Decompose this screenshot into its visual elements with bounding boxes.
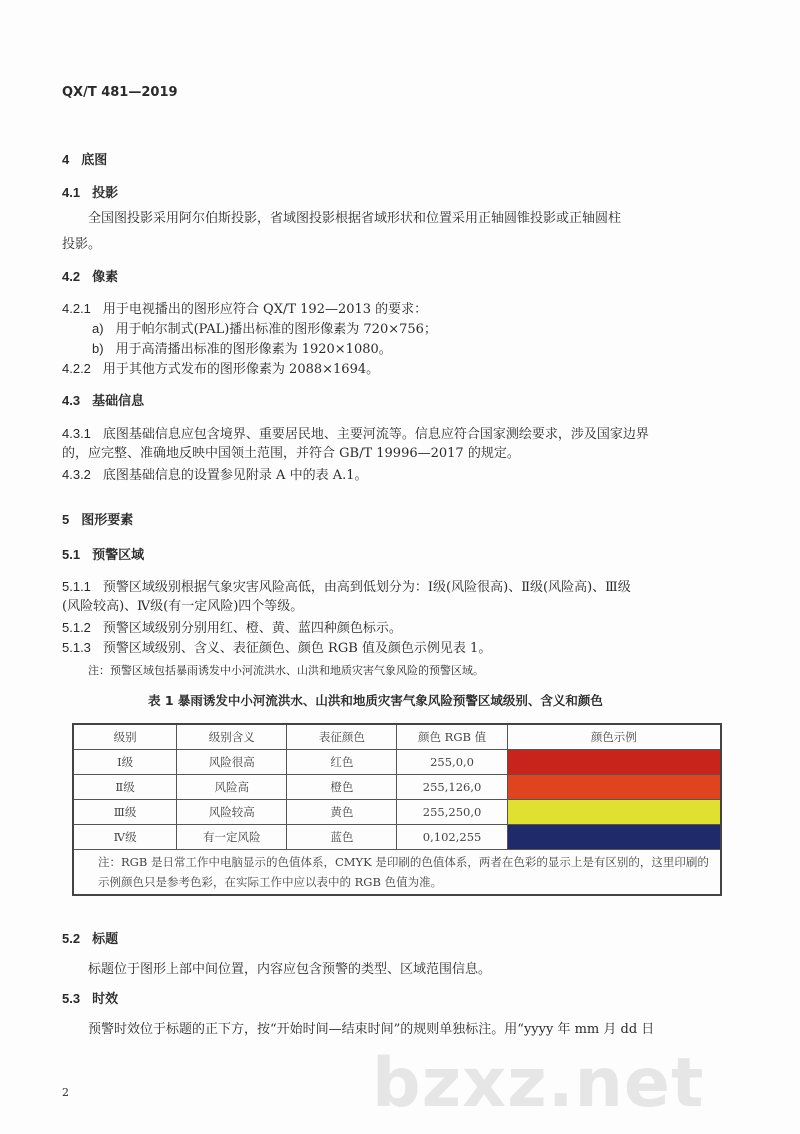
color-swatch <box>507 800 721 825</box>
table-caption: 表 1 暴雨诱发中小河流洪水、山洪和地质灾害气象风险预警区域级别、含义和颜色 <box>148 693 603 708</box>
clause-text: 底图基础信息的设置参见附录 A 中的表 A.1。 <box>102 468 368 483</box>
paragraph: 全国图投影采用阿尔伯斯投影，省域图投影根据省域形状和位置采用正轴圆锥投影或正轴圆柱 <box>88 211 622 226</box>
section-4-2-heading <box>62 268 118 287</box>
section-number: 4.2 <box>62 269 81 284</box>
cell-rgb: 255,0,0 <box>397 750 507 775</box>
paragraph: 投影。 <box>62 237 102 252</box>
clause-number: 4.2.2 <box>62 361 91 376</box>
column-header: 表征颜色 <box>287 724 397 750</box>
section-title: 投影 <box>92 186 119 201</box>
section-5-heading <box>62 511 133 530</box>
clause-text: 用于电视播出的图形应符合 QX/T 192—2013 的要求： <box>102 302 428 317</box>
section-number: 4 <box>62 152 70 167</box>
clause-number: 5.1.2 <box>62 620 91 635</box>
note: 注：预警区域包括暴雨诱发中小河流洪水、山洪和地质灾害气象风险的预警区域。 <box>88 664 484 677</box>
section-title: 标题 <box>92 932 119 947</box>
section-title: 图形要素 <box>81 513 134 528</box>
section-number: 5.1 <box>62 547 81 562</box>
color-swatch <box>507 750 721 775</box>
clause-5-1-2 <box>62 619 402 638</box>
clause-number: 4.3.1 <box>62 426 91 441</box>
cell-level: Ⅰ级 <box>73 750 177 775</box>
clause-4-2-1 <box>62 300 427 319</box>
section-5-2-heading <box>62 930 118 949</box>
section-number: 4.1 <box>62 185 81 200</box>
clause-number: 4.3.2 <box>62 467 91 482</box>
clause-text: 预警区域级别、含义、表征颜色、颜色 RGB 值及颜色示例见表 1。 <box>102 641 492 656</box>
warning-level-table <box>72 723 722 896</box>
list-item-a <box>92 320 437 339</box>
section-title: 预警区域 <box>92 548 145 563</box>
table-header-row <box>73 724 721 750</box>
clause-number: 5.1.1 <box>62 579 91 594</box>
column-header: 级别含义 <box>177 724 287 750</box>
clause-4-2-2 <box>62 360 379 379</box>
clause-text: 预警区域级别分别用红、橙、黄、蓝四种颜色标示。 <box>102 621 402 636</box>
cell-rgb: 0,102,255 <box>397 825 507 850</box>
section-number: 5.3 <box>62 991 81 1006</box>
column-header: 颜色示例 <box>507 724 721 750</box>
clause-4-3-2 <box>62 466 368 485</box>
table-note-row <box>73 850 721 896</box>
section-4-1-heading <box>62 184 118 203</box>
watermark: bzxz.net <box>372 1044 705 1123</box>
list-text: 用于高清播出标准的图形像素为 1920×1080。 <box>115 342 392 357</box>
clause-text: 底图基础信息应包含境界、重要居民地、主要河流等。信息应符合国家测绘要求，涉及国家边界 <box>102 427 649 442</box>
page-number: 2 <box>62 1086 69 1099</box>
cell-meaning: 有一定风险 <box>177 825 287 850</box>
cell-level: Ⅱ级 <box>73 775 177 800</box>
clause-5-1-1 <box>62 578 631 597</box>
cell-level: Ⅳ级 <box>73 825 177 850</box>
column-header: 颜色 RGB 值 <box>397 724 507 750</box>
table-note: 注：RGB 是日常工作中电脑显示的色值体系，CMYK 是印刷的色值体系，两者在色彩的显示上是有区别的，这里印刷的示例颜色只是参考色彩，在实际工作中应以表中的 RGB 色值为准。 <box>73 850 721 896</box>
cell-meaning: 风险很高 <box>177 750 287 775</box>
table-row <box>73 750 721 775</box>
paragraph: 标题位于图形上部中间位置，内容应包含预警的类型、区域范围信息。 <box>88 962 492 977</box>
document-id: QX/T 481—2019 <box>62 85 178 100</box>
clause-number: 5.1.3 <box>62 640 91 655</box>
list-marker: b) <box>92 341 104 356</box>
color-swatch <box>507 825 721 850</box>
section-title: 像素 <box>92 270 119 285</box>
cell-color-name: 红色 <box>287 750 397 775</box>
cell-level: Ⅲ级 <box>73 800 177 825</box>
cell-meaning: 风险高 <box>177 775 287 800</box>
cell-color-name: 橙色 <box>287 775 397 800</box>
section-number: 5 <box>62 512 70 527</box>
section-5-3-heading <box>62 990 118 1009</box>
cell-meaning: 风险较高 <box>177 800 287 825</box>
section-4-heading <box>62 151 107 170</box>
cell-color-name: 黄色 <box>287 800 397 825</box>
section-4-3-heading <box>62 392 144 411</box>
table-row <box>73 775 721 800</box>
paragraph: 预警时效位于标题的正下方，按“开始时间—结束时间”的规则单独标注。用“yyyy 年 mm 月 dd 日 <box>88 1022 655 1037</box>
section-title: 基础信息 <box>92 394 145 409</box>
table-row <box>73 800 721 825</box>
cell-color-name: 蓝色 <box>287 825 397 850</box>
paragraph: (风险较高)、Ⅳ级(有一定风险)四个等级。 <box>62 599 304 614</box>
list-item-b <box>92 340 392 359</box>
color-swatch <box>507 775 721 800</box>
clause-4-3-1 <box>62 425 649 444</box>
section-5-1-heading <box>62 546 144 565</box>
cell-rgb: 255,250,0 <box>397 800 507 825</box>
section-number: 5.2 <box>62 931 81 946</box>
paragraph: 的，应完整、准确地反映中国领土范围，并符合 GB/T 19996—2017 的规定。 <box>62 446 520 461</box>
clause-text: 用于其他方式发布的图形像素为 2088×1694。 <box>102 362 380 377</box>
clause-number: 4.2.1 <box>62 301 91 316</box>
table-row <box>73 825 721 850</box>
column-header: 级别 <box>73 724 177 750</box>
clause-5-1-3 <box>62 639 491 658</box>
section-title: 时效 <box>92 992 119 1007</box>
list-marker: a) <box>92 321 104 336</box>
list-text: 用于帕尔制式(PAL)播出标准的图形像素为 720×756； <box>115 322 437 337</box>
clause-text: 预警区域级别根据气象灾害风险高低，由高到低划分为：Ⅰ级(风险很高)、Ⅱ级(风险高)、Ⅲ级 <box>102 580 631 595</box>
section-number: 4.3 <box>62 393 81 408</box>
cell-rgb: 255,126,0 <box>397 775 507 800</box>
section-title: 底图 <box>81 153 108 168</box>
